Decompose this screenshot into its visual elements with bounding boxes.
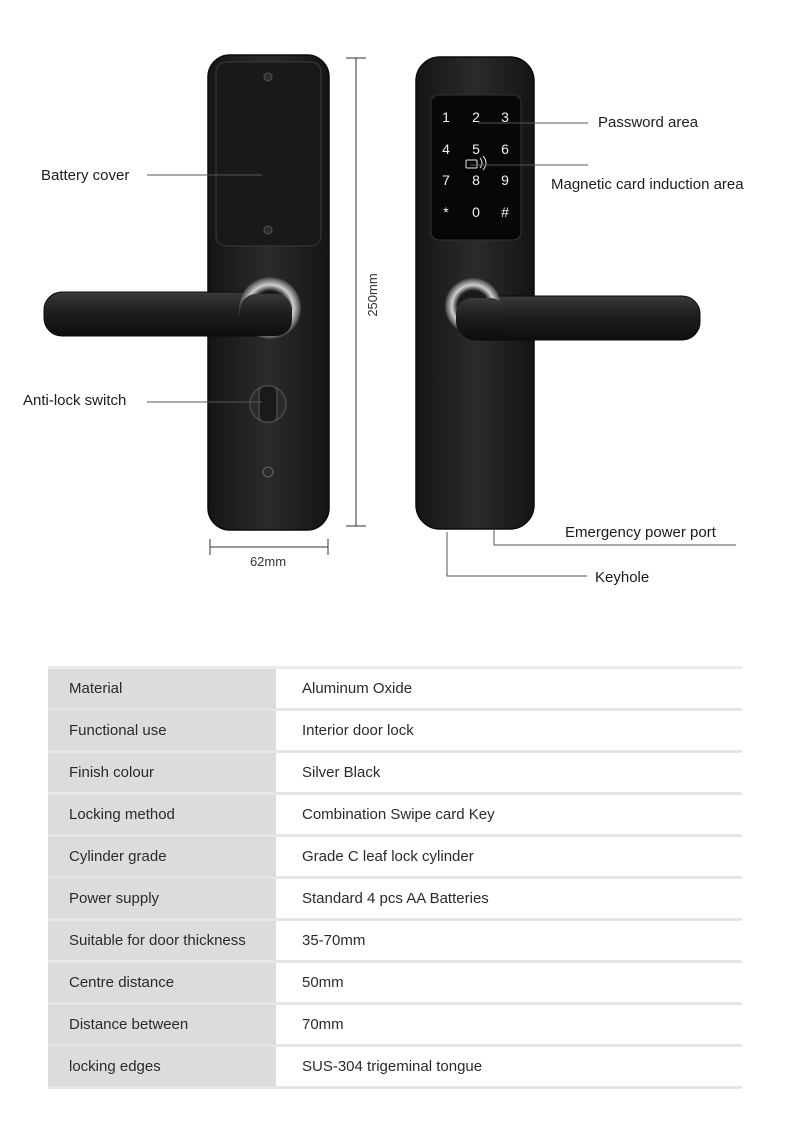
spec-table	[48, 666, 742, 1089]
key-star: *	[443, 204, 449, 220]
height-dimension-label: 250mm	[365, 273, 380, 317]
spec-label: Locking method	[48, 795, 276, 834]
table-row	[48, 1005, 742, 1047]
spec-label: Power supply	[48, 879, 276, 918]
key-4: 4	[442, 141, 450, 157]
spec-label: Material	[48, 669, 276, 708]
table-row	[48, 795, 742, 837]
keyhole-label: Keyhole	[595, 569, 650, 586]
spec-label: Functional use	[48, 711, 276, 750]
table-row	[48, 753, 742, 795]
interior-panel	[44, 55, 329, 530]
battery-cover-screw-top	[264, 73, 272, 81]
spec-value: Combination Swipe card Key	[276, 795, 742, 834]
interior-handle-neck	[240, 294, 292, 336]
table-row	[48, 669, 742, 711]
spec-label: Centre distance	[48, 963, 276, 1002]
anti-lock-switch-label: Anti-lock switch	[23, 392, 127, 409]
exterior-handle-neck	[456, 298, 506, 338]
key-2: 2	[472, 109, 480, 125]
battery-cover-screw-bottom	[264, 226, 272, 234]
key-3: 3	[501, 109, 509, 125]
magnetic-card-area-label: Magnetic card induction area	[551, 176, 744, 193]
table-row	[48, 921, 742, 963]
key-7: 7	[442, 172, 450, 188]
spec-label: Distance between	[48, 1005, 276, 1044]
spec-value: 35-70mm	[276, 921, 742, 960]
key-hash: #	[501, 204, 509, 220]
table-row	[48, 837, 742, 879]
table-row	[48, 963, 742, 1005]
table-row	[48, 1047, 742, 1089]
spec-label: Finish colour	[48, 753, 276, 792]
spec-value: Grade C leaf lock cylinder	[276, 837, 742, 876]
spec-label: locking edges	[48, 1047, 276, 1086]
battery-cover-label: Battery cover	[41, 167, 130, 184]
battery-cover	[216, 62, 321, 246]
interior-bottom-screw	[263, 467, 273, 477]
spec-label: Cylinder grade	[48, 837, 276, 876]
spec-value: Standard 4 pcs AA Batteries	[276, 879, 742, 918]
key-9: 9	[501, 172, 509, 188]
spec-value: Aluminum Oxide	[276, 669, 742, 708]
spec-value: Interior door lock	[276, 711, 742, 750]
key-6: 6	[501, 141, 509, 157]
height-dimension	[346, 58, 366, 526]
password-area-label: Password area	[598, 114, 699, 131]
spec-value: 70mm	[276, 1005, 742, 1044]
spec-label: Suitable for door thickness	[48, 921, 276, 960]
table-row	[48, 711, 742, 753]
spec-value: 50mm	[276, 963, 742, 1002]
key-5: 5	[472, 141, 480, 157]
spec-value: Silver Black	[276, 753, 742, 792]
anti-lock-switch-knob	[259, 386, 277, 422]
width-dimension	[210, 539, 328, 555]
width-dimension-label: 62mm	[249, 554, 287, 569]
key-8: 8	[472, 172, 480, 188]
spec-value: SUS-304 trigeminal tongue	[276, 1047, 742, 1086]
table-row	[48, 879, 742, 921]
emergency-power-port-label: Emergency power port	[565, 524, 716, 541]
key-0: 0	[472, 204, 480, 220]
key-1: 1	[442, 109, 450, 125]
